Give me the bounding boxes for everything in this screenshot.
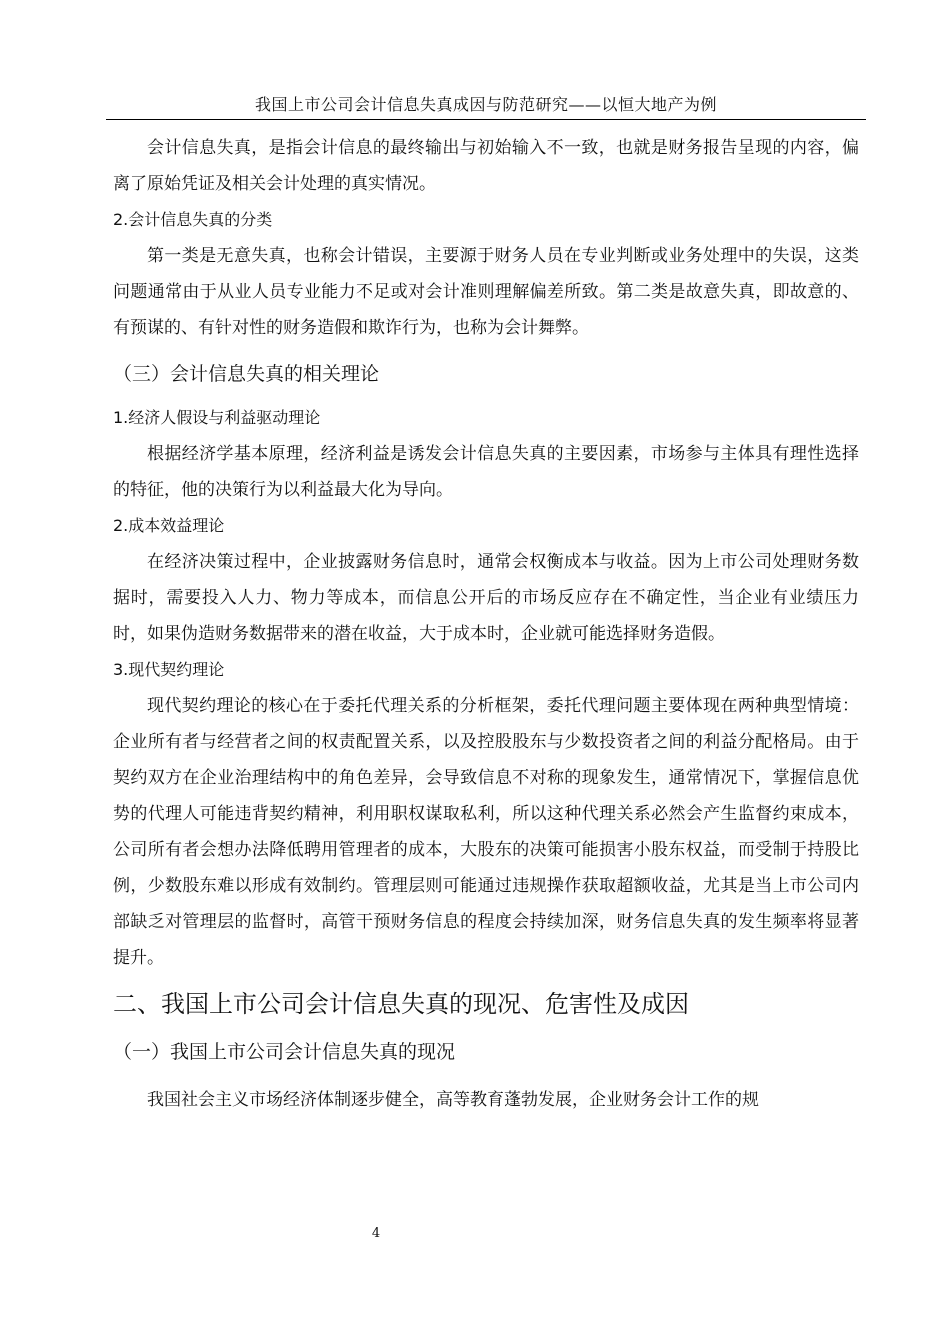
heading-classification: 2.会计信息失真的分类 <box>113 210 273 229</box>
running-header: 我国上市公司会计信息失真成因与防范研究——以恒大地产为例 <box>254 95 717 114</box>
paragraph-status: 我国社会主义市场经济体制逐步健全，高等教育蓬勃发展，企业财务会计工作的规 <box>147 1090 759 1110</box>
section-heading-status: （一）我国上市公司会计信息失真的现况 <box>113 1041 456 1063</box>
paragraph-classification: 第一类是无意失真，也称会计错误，主要源于财务人员在专业判断或业务处理中的失误，这类问题通常由于从业人员专业能力不足或对会计准则理解偏差所致。第二类是故意失真，即故意的、有预谋的、有针对性的财务造假和欺诈行为，也称为会计舞弊。 <box>113 246 859 338</box>
paragraph-definition: 会计信息失真，是指会计信息的最终输出与初始输入不一致，也就是财务报告呈现的内容，偏离了原始凭证及相关会计处理的真实情况。 <box>113 138 859 194</box>
heading-cost-benefit: 2.成本效益理论 <box>113 516 225 535</box>
page-number: 4 <box>371 1226 381 1241</box>
chapter-heading: 二、我国上市公司会计信息失真的现况、危害性及成因 <box>113 990 689 1018</box>
heading-economic-man: 1.经济人假设与利益驱动理论 <box>113 408 321 427</box>
section-heading-theories: （三）会计信息失真的相关理论 <box>113 363 380 385</box>
header-rule <box>106 119 866 120</box>
heading-contract: 3.现代契约理论 <box>113 660 225 679</box>
document-body <box>113 130 859 1118</box>
paragraph-cost-benefit: 在经济决策过程中，企业披露财务信息时，通常会权衡成本与收益。因为上市公司处理财务数据时，需要投入人力、物力等成本，而信息公开后的市场反应存在不确定性，当企业有业绩压力时，如果伪造财务数据带来的潜在收益，大于成本时，企业就可能选择财务造假。 <box>113 552 859 644</box>
paragraph-contract: 现代契约理论的核心在于委托代理关系的分析框架，委托代理问题主要体现在两种典型情境：企业所有者与经营者之间的权责配置关系，以及控股股东与少数投资者之间的利益分配格局。由于契约双方在企业治理结构中的角色差异，会导致信息不对称的现象发生，通常情况下，掌握信息优势的代理人可能违背契约精神，利用职权谋取私利，所以这种代理关系必然会产生监督约束成本，公司所有者会想办法降低聘用管理者的成本，大股东的决策可能损害小股东权益，而受制于持股比例，少数股东难以形成有效制约。管理层则可能通过违规操作获取超额收益，尤其是当上市公司内部缺乏对管理层的监督时，高管干预财务信息的程度会持续加深，财务信息失真的发生频率将显著提升。 <box>113 696 859 968</box>
paragraph-economic-man: 根据经济学基本原理，经济利益是诱发会计信息失真的主要因素，市场参与主体具有理性选择的特征，他的决策行为以利益最大化为导向。 <box>113 444 859 500</box>
